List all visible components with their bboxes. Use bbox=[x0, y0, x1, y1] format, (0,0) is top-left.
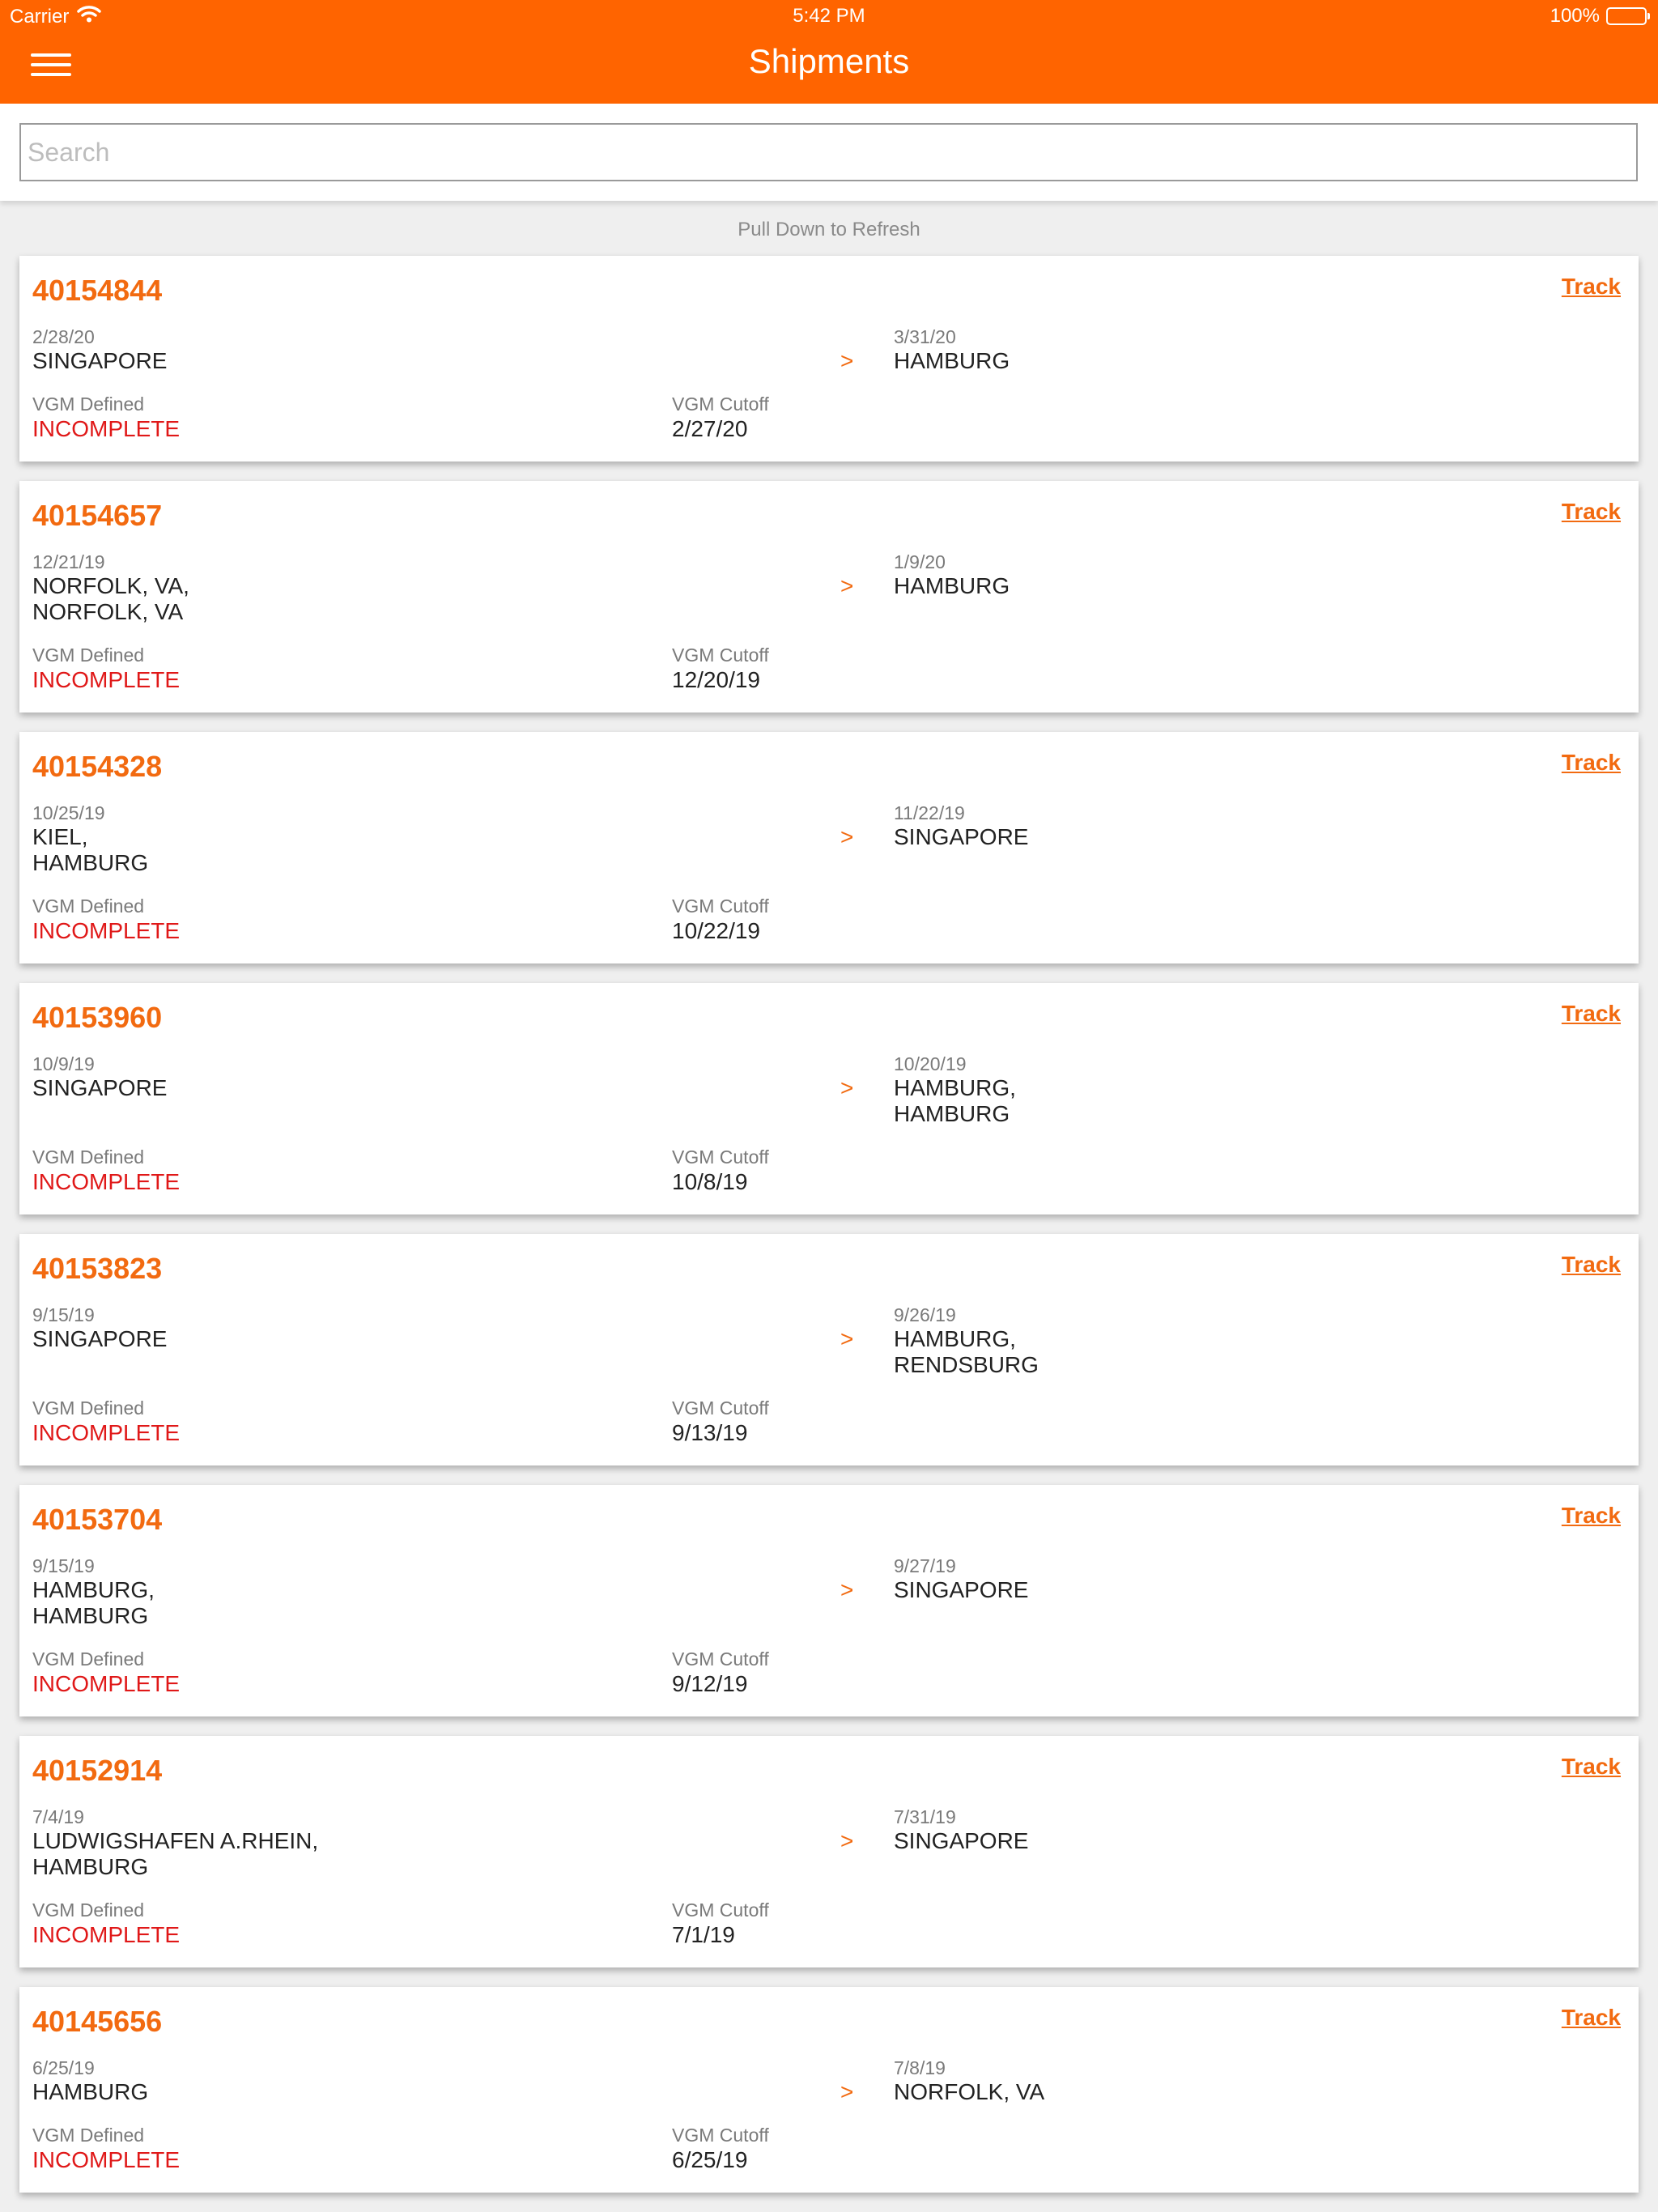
vgm-defined-label: VGM Defined bbox=[32, 644, 145, 666]
shipment-card[interactable] bbox=[19, 732, 1639, 963]
shipment-id: 40154844 bbox=[32, 274, 163, 307]
nav-bar bbox=[0, 0, 1658, 104]
destination bbox=[894, 1304, 1541, 1378]
pull-to-refresh-hint: Pull Down to Refresh bbox=[738, 219, 920, 240]
vgm-defined-label: VGM Defined bbox=[32, 2125, 145, 2146]
origin-location: SINGAPORE bbox=[32, 1326, 168, 1351]
track-link[interactable]: Track bbox=[1561, 1503, 1621, 1528]
route-arrow-icon: > bbox=[840, 573, 854, 598]
vgm-defined-label: VGM Defined bbox=[32, 1397, 145, 1419]
shipment-card[interactable] bbox=[19, 481, 1639, 713]
origin-location: SINGAPORE bbox=[32, 1075, 168, 1100]
vgm-defined-label: VGM Defined bbox=[32, 393, 145, 415]
search-input[interactable] bbox=[19, 123, 1638, 181]
destination-date: 7/8/19 bbox=[894, 2057, 946, 2078]
origin-location: SINGAPORE bbox=[32, 348, 168, 373]
destination bbox=[894, 325, 1541, 374]
carrier-label: Carrier bbox=[10, 5, 70, 28]
vgm-cutoff-label: VGM Cutoff bbox=[672, 1899, 769, 1921]
vgm-cutoff bbox=[672, 1898, 769, 1948]
shipment-id: 40145656 bbox=[32, 2005, 163, 2038]
vgm-defined bbox=[32, 1145, 180, 1195]
destination bbox=[894, 2057, 1541, 2105]
route-arrow-icon: > bbox=[840, 1326, 854, 1351]
track-link[interactable]: Track bbox=[1561, 1754, 1621, 1779]
shipment-card[interactable] bbox=[19, 1987, 1639, 2193]
destination-location: HAMBURG bbox=[894, 573, 1010, 598]
destination-location: SINGAPORE bbox=[894, 824, 1029, 849]
track-link[interactable]: Track bbox=[1561, 750, 1621, 775]
route-arrow-icon: > bbox=[840, 1075, 854, 1100]
origin-date: 10/9/19 bbox=[32, 1053, 95, 1074]
vgm-status: INCOMPLETE bbox=[32, 1420, 181, 1445]
vgm-defined-label: VGM Defined bbox=[32, 1899, 145, 1921]
origin-date: 9/15/19 bbox=[32, 1304, 95, 1325]
vgm-status: INCOMPLETE bbox=[32, 2147, 181, 2172]
destination-date: 9/26/19 bbox=[894, 1304, 956, 1325]
destination bbox=[894, 551, 1541, 599]
vgm-cutoff bbox=[672, 643, 769, 693]
destination-location: NORFOLK, VA bbox=[894, 2079, 1045, 2104]
vgm-cutoff-label: VGM Cutoff bbox=[672, 393, 769, 415]
vgm-cutoff-date: 2/27/20 bbox=[672, 416, 748, 441]
track-link[interactable]: Track bbox=[1561, 1001, 1621, 1026]
vgm-cutoff bbox=[672, 894, 769, 944]
track-link[interactable]: Track bbox=[1561, 2005, 1621, 2030]
origin-date: 2/28/20 bbox=[32, 326, 95, 347]
battery-icon bbox=[1606, 7, 1647, 25]
vgm-cutoff-date: 12/20/19 bbox=[672, 667, 760, 692]
vgm-cutoff bbox=[672, 1396, 769, 1446]
vgm-cutoff-date: 10/8/19 bbox=[672, 1169, 748, 1194]
destination-date: 7/31/19 bbox=[894, 1806, 956, 1827]
vgm-defined bbox=[32, 1647, 180, 1697]
origin-date: 7/4/19 bbox=[32, 1806, 84, 1827]
origin-date: 9/15/19 bbox=[32, 1555, 95, 1576]
origin bbox=[32, 1806, 761, 1880]
origin-date: 12/21/19 bbox=[32, 551, 105, 572]
shipment-id: 40153823 bbox=[32, 1252, 163, 1285]
route-arrow-icon: > bbox=[840, 2079, 854, 2104]
vgm-cutoff bbox=[672, 1647, 769, 1697]
destination-location: SINGAPORE bbox=[894, 1577, 1029, 1602]
origin-location: LUDWIGSHAFEN A.RHEIN, HAMBURG bbox=[32, 1828, 319, 1879]
origin-location: HAMBURG, HAMBURG bbox=[32, 1577, 155, 1628]
vgm-cutoff-label: VGM Cutoff bbox=[672, 1397, 769, 1419]
vgm-cutoff-label: VGM Cutoff bbox=[672, 2125, 769, 2146]
vgm-status: INCOMPLETE bbox=[32, 1922, 181, 1947]
origin bbox=[32, 1053, 761, 1101]
destination-date: 9/27/19 bbox=[894, 1555, 956, 1576]
vgm-status: INCOMPLETE bbox=[32, 667, 181, 692]
track-link[interactable]: Track bbox=[1561, 499, 1621, 524]
shipment-id: 40154328 bbox=[32, 750, 163, 783]
route-arrow-icon: > bbox=[840, 1828, 854, 1853]
vgm-cutoff-label: VGM Cutoff bbox=[672, 644, 769, 666]
track-link[interactable]: Track bbox=[1561, 1252, 1621, 1277]
vgm-cutoff-date: 6/25/19 bbox=[672, 2147, 748, 2172]
destination-location: SINGAPORE bbox=[894, 1828, 1029, 1853]
destination-location: HAMBURG bbox=[894, 348, 1010, 373]
destination-location: HAMBURG, HAMBURG bbox=[894, 1075, 1016, 1126]
shipment-card[interactable] bbox=[19, 983, 1639, 1214]
shipment-list[interactable] bbox=[19, 256, 1639, 2212]
vgm-defined bbox=[32, 392, 180, 442]
shipment-card[interactable] bbox=[19, 1736, 1639, 1967]
origin-location: HAMBURG bbox=[32, 2079, 149, 2104]
shipment-id: 40154657 bbox=[32, 499, 163, 532]
page-title: Shipments bbox=[748, 42, 910, 80]
shipment-id: 40153960 bbox=[32, 1001, 163, 1034]
destination-date: 3/31/20 bbox=[894, 326, 956, 347]
origin bbox=[32, 1555, 761, 1629]
vgm-defined bbox=[32, 894, 180, 944]
shipment-card[interactable] bbox=[19, 1234, 1639, 1465]
destination-date: 11/22/19 bbox=[894, 802, 965, 823]
vgm-defined bbox=[32, 2123, 180, 2173]
vgm-defined bbox=[32, 1898, 180, 1948]
vgm-cutoff-label: VGM Cutoff bbox=[672, 1648, 769, 1670]
destination-date: 10/20/19 bbox=[894, 1053, 967, 1074]
vgm-cutoff-date: 7/1/19 bbox=[672, 1922, 735, 1947]
destination-location: HAMBURG, RENDSBURG bbox=[894, 1326, 1039, 1377]
vgm-cutoff-label: VGM Cutoff bbox=[672, 1146, 769, 1168]
shipment-id: 40152914 bbox=[32, 1754, 163, 1787]
vgm-status: INCOMPLETE bbox=[32, 416, 181, 441]
route-arrow-icon: > bbox=[840, 1577, 854, 1602]
search-bar bbox=[0, 104, 1658, 201]
origin bbox=[32, 551, 761, 625]
route-arrow-icon: > bbox=[840, 348, 854, 373]
route-arrow-icon: > bbox=[840, 824, 854, 849]
vgm-defined bbox=[32, 643, 180, 693]
origin-date: 6/25/19 bbox=[32, 2057, 95, 2078]
origin bbox=[32, 2057, 761, 2105]
destination bbox=[894, 1555, 1541, 1603]
origin-date: 10/25/19 bbox=[32, 802, 105, 823]
vgm-status: INCOMPLETE bbox=[32, 1169, 181, 1194]
destination bbox=[894, 1053, 1541, 1127]
destination bbox=[894, 802, 1541, 850]
origin bbox=[32, 325, 761, 374]
vgm-cutoff-date: 10/22/19 bbox=[672, 918, 760, 943]
status-time: 5:42 PM bbox=[793, 5, 865, 27]
origin-location: KIEL, HAMBURG bbox=[32, 824, 149, 875]
vgm-cutoff-label: VGM Cutoff bbox=[672, 895, 769, 917]
origin-location: NORFOLK, VA, NORFOLK, VA bbox=[32, 573, 189, 624]
vgm-defined-label: VGM Defined bbox=[32, 1146, 145, 1168]
vgm-cutoff bbox=[672, 2123, 769, 2173]
shipment-id: 40153704 bbox=[32, 1503, 163, 1536]
shipment-card[interactable] bbox=[19, 256, 1639, 462]
destination bbox=[894, 1806, 1541, 1854]
vgm-status: INCOMPLETE bbox=[32, 1671, 181, 1696]
vgm-defined bbox=[32, 1396, 180, 1446]
vgm-status: INCOMPLETE bbox=[32, 918, 181, 943]
status-bar-right bbox=[1550, 5, 1647, 28]
destination-date: 1/9/20 bbox=[894, 551, 946, 572]
battery-percent: 100% bbox=[1550, 5, 1600, 27]
track-link[interactable]: Track bbox=[1561, 274, 1621, 299]
vgm-cutoff bbox=[672, 1145, 769, 1195]
vgm-cutoff-date: 9/13/19 bbox=[672, 1420, 748, 1445]
origin bbox=[32, 1304, 761, 1352]
shipment-card[interactable] bbox=[19, 1485, 1639, 1716]
origin bbox=[32, 802, 761, 876]
vgm-defined-label: VGM Defined bbox=[32, 895, 145, 917]
vgm-cutoff bbox=[672, 392, 769, 442]
vgm-defined-label: VGM Defined bbox=[32, 1648, 145, 1670]
vgm-cutoff-date: 9/12/19 bbox=[672, 1671, 748, 1696]
